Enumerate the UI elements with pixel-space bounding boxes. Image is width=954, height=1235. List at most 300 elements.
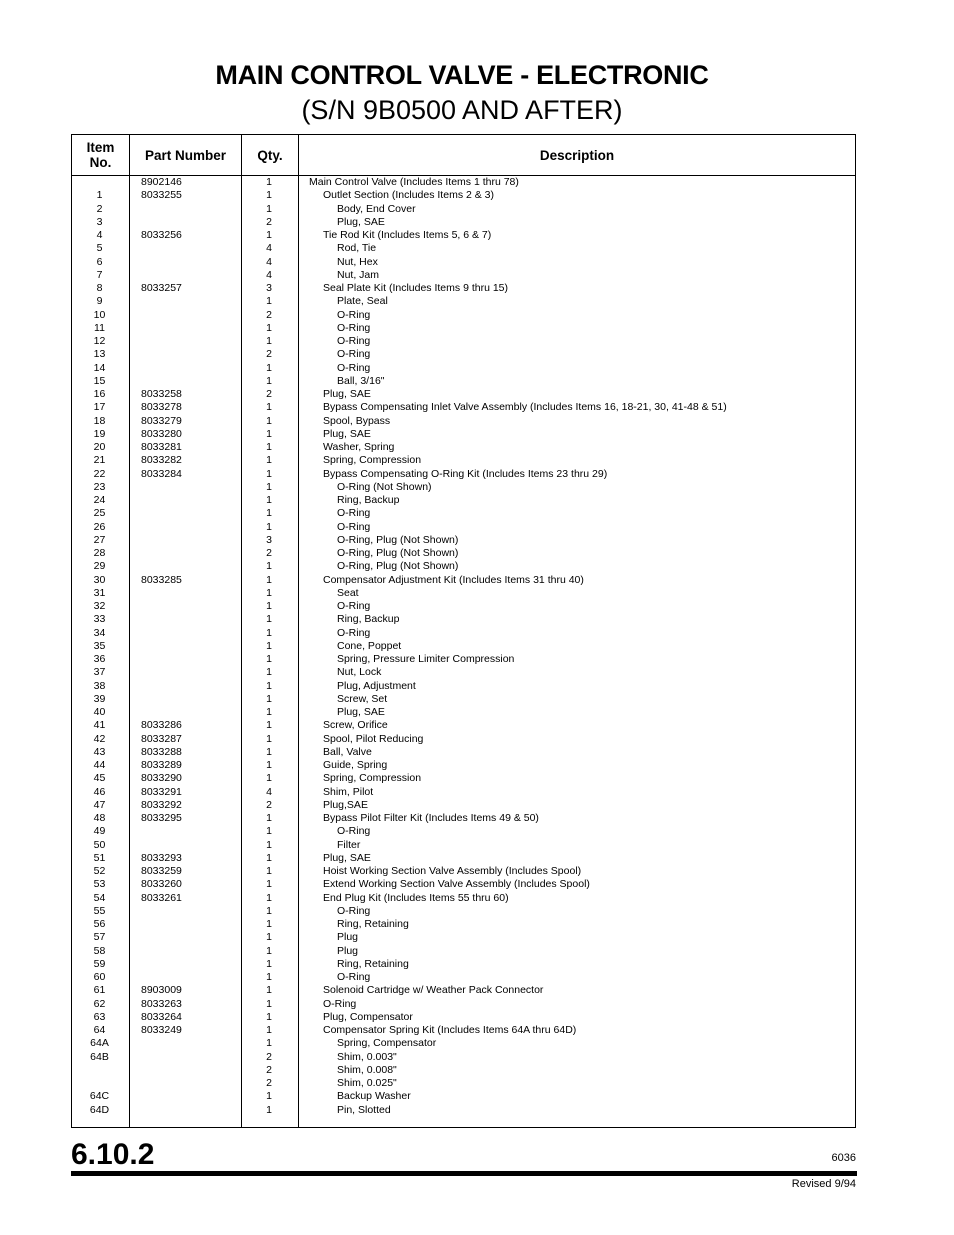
part-number-cell: 8033282 [141,454,182,467]
table-row [71,958,856,971]
table-row [71,454,856,467]
part-number-cell: 8033260 [141,878,182,891]
item-no-cell: 58 [93,944,106,957]
description-cell: O-Ring [337,520,371,533]
description-cell: Bypass Compensating Inlet Valve Assembly (Includes Items 16, 18-21, 30, 41-48 & 51) [323,401,727,414]
part-number-cell: 8033284 [141,467,182,480]
qty-cell: 1 [266,639,272,652]
description-cell: Extend Working Section Valve Assembly (Includes Spool) [323,878,590,891]
page-subtitle: (S/N 9B0500 AND AFTER) [301,95,623,125]
qty-cell: 1 [266,600,272,612]
part-number-cell: 8033290 [141,772,182,785]
description-cell: O-Ring [323,997,357,1010]
description-cell: Shim, 0.025" [337,1077,397,1089]
item-no-cell: 64A [90,1037,109,1050]
table-row [71,759,856,772]
table-row [71,680,856,693]
table-row [71,534,856,547]
table-row [71,945,856,958]
description-cell: O-Ring [337,348,371,361]
description-cell: Compensator Spring Kit (Includes Items 64A thru 64D) [323,1024,577,1036]
part-number-cell: 8033287 [141,732,182,745]
description-cell: Shim, Pilot [323,785,374,798]
description-cell: Plate, Seal [337,295,388,308]
description-cell: Ball, 3/16" [337,374,385,387]
table-row [71,1024,856,1037]
table-row [71,613,856,626]
qty-cell: 2 [266,798,272,811]
qty-cell: 1 [266,1103,272,1116]
item-no-cell: 48 [93,812,106,824]
table-row [71,1051,856,1064]
table-row [71,176,856,189]
item-no-cell: 38 [93,679,106,692]
table-row [71,918,856,931]
description-cell: Rod, Tie [337,242,377,255]
qty-cell: 1 [266,520,272,533]
qty-cell: 1 [266,560,272,573]
description-cell: Nut, Jam [337,268,380,281]
table-row [71,1077,856,1090]
description-cell: Plug [337,944,359,957]
table-row [71,865,856,878]
part-number-cell: 8033249 [141,1024,182,1036]
qty-cell: 1 [266,401,272,414]
item-no-cell: 32 [93,600,106,612]
item-no-cell: 18 [93,414,106,427]
item-no-cell: 61 [93,984,106,997]
qty-cell: 1 [266,957,272,970]
revision-date: Revised 9/94 [791,1178,856,1190]
description-cell: O-Ring, Plug (Not Shown) [337,533,459,546]
qty-cell: 1 [266,878,272,891]
description-cell: Main Control Valve (Includes Items 1 thru 78) [309,176,519,188]
description-cell: Spring, Compensator [337,1037,437,1050]
table-row [71,812,856,825]
item-no-cell: 56 [93,918,106,930]
description-cell: Seal Plate Kit (Includes Items 9 thru 15) [323,282,509,294]
part-number-cell: 8033292 [141,798,182,811]
item-no-cell: 8 [96,282,103,294]
description-cell: Plug, SAE [337,215,385,228]
description-cell: Spool, Bypass [323,414,391,427]
description-cell: Washer, Spring [323,441,395,453]
item-no-cell: 24 [93,494,106,506]
description-cell: Spool, Pilot Reducing [323,732,424,745]
description-cell: Bypass Compensating O-Ring Kit (Includes Items 23 thru 29) [323,467,608,480]
part-number-cell: 8033281 [141,441,182,453]
item-no-cell: 2 [96,202,103,215]
table-row [71,1104,856,1117]
description-cell: Ring, Backup [337,613,400,626]
qty-cell: 1 [266,321,272,334]
qty-cell: 3 [266,282,272,294]
item-no-cell: 10 [93,308,106,321]
table-row [71,1064,856,1077]
qty-cell: 1 [266,971,272,983]
item-no-cell: 64D [89,1103,110,1116]
qty-cell: 1 [266,189,272,202]
header-qty: Qty. [257,147,283,163]
table-row [71,481,856,494]
header-item-no: Item No. [86,140,115,170]
qty-cell: 1 [266,441,272,453]
qty-cell: 1 [266,931,272,944]
table-row [71,984,856,997]
item-no-cell: 64 [93,1024,106,1036]
document-number: 6036 [831,1152,856,1164]
description-cell: Solenoid Cartridge w/ Weather Pack Connector [323,984,544,997]
item-no-cell: 49 [93,825,106,838]
table-row [71,772,856,785]
table-row [71,706,856,719]
item-no-cell: 20 [93,441,106,453]
qty-cell: 1 [266,494,272,506]
qty-cell: 1 [266,202,272,215]
table-row [71,998,856,1011]
description-cell: Filter [337,838,361,851]
table-row [71,733,856,746]
qty-cell: 1 [266,997,272,1010]
qty-cell: 1 [266,812,272,824]
item-no-cell: 51 [93,851,106,864]
description-cell: O-Ring [337,308,371,321]
parts-rows [71,176,856,1117]
table-row [71,640,856,653]
qty-cell: 1 [266,666,272,679]
qty-cell: 1 [266,414,272,427]
qty-cell: 4 [266,785,272,798]
item-no-cell: 55 [93,904,106,917]
item-no-cell: 50 [93,838,106,851]
item-no-cell: 29 [93,560,106,573]
qty-cell: 1 [266,904,272,917]
table-row [71,229,856,242]
qty-cell: 1 [266,454,272,467]
table-row [71,256,856,269]
qty-cell: 2 [266,1050,272,1063]
table-row [71,348,856,361]
item-no-cell: 19 [93,427,106,440]
qty-cell: 2 [266,348,272,361]
table-row [71,507,856,520]
table-row [71,560,856,573]
part-number-cell: 8033286 [141,719,182,732]
description-cell: Spring, Pressure Limiter Compression [337,653,515,665]
qty-cell: 1 [266,613,272,626]
item-no-cell: 26 [93,520,106,533]
table-row [71,1090,856,1103]
description-cell: Screw, Orifice [323,719,388,732]
description-cell: Ring, Retaining [337,918,409,930]
qty-cell: 1 [266,1010,272,1023]
description-cell: O-Ring [337,335,371,347]
table-row [71,335,856,348]
qty-cell: 1 [266,507,272,520]
qty-cell: 1 [266,851,272,864]
description-cell: Ball, Valve [323,745,372,758]
qty-cell: 1 [266,653,272,665]
description-cell: Ring, Backup [337,494,400,506]
item-no-cell: 60 [93,971,106,983]
footer-rule [71,1171,857,1176]
table-row [71,799,856,812]
table-row [71,905,856,918]
item-no-cell: 64C [89,1090,110,1103]
description-cell: Tie Rod Kit (Includes Items 5, 6 & 7) [323,229,492,241]
part-number-cell: 8033255 [141,189,182,202]
table-row [71,189,856,202]
item-no-cell: 6 [96,255,103,268]
item-no-cell: 43 [93,745,106,758]
item-no-cell: 4 [96,229,103,241]
item-no-cell: 13 [93,348,106,361]
qty-cell: 1 [266,706,272,718]
item-no-cell: 54 [93,891,106,904]
description-cell: O-Ring [337,507,371,520]
qty-cell: 1 [266,891,272,904]
part-number-cell: 8033256 [141,229,182,241]
description-cell: Nut, Hex [337,255,378,268]
item-no-cell: 14 [93,361,106,374]
qty-cell: 1 [266,467,272,480]
part-number-cell: 8033291 [141,785,182,798]
description-cell: Backup Washer [337,1090,411,1103]
table-row [71,468,856,481]
table-row [71,693,856,706]
item-no-cell: 11 [94,321,105,334]
table-row [71,282,856,295]
table-row [71,600,856,613]
item-no-cell: 40 [93,706,106,718]
qty-cell: 1 [266,984,272,997]
item-no-cell: 42 [93,732,106,745]
header-part-number: Part Number [144,147,227,163]
item-no-cell: 52 [93,865,106,877]
item-no-cell: 59 [93,957,106,970]
part-number-cell: 8033263 [141,997,182,1010]
table-row [71,1011,856,1024]
qty-cell: 1 [266,732,272,745]
qty-cell: 2 [266,1077,272,1089]
qty-cell: 1 [266,335,272,347]
qty-cell: 1 [266,176,272,188]
description-cell: Nut, Lock [337,666,382,679]
section-number: 6.10.2 [71,1138,155,1171]
description-cell: Plug, SAE [323,851,371,864]
qty-cell: 2 [266,547,272,559]
qty-cell: 1 [266,719,272,732]
table-row [71,931,856,944]
qty-cell: 1 [266,679,272,692]
qty-cell: 1 [266,772,272,785]
description-cell: Plug,SAE [323,798,368,811]
table-row [71,521,856,534]
item-no-cell: 30 [93,573,106,586]
item-no-cell: 27 [93,533,106,546]
description-cell: End Plug Kit (Includes Items 55 thru 60) [323,891,509,904]
description-cell: Ring, Retaining [337,957,409,970]
qty-cell: 1 [266,838,272,851]
qty-cell: 1 [266,692,272,705]
part-number-cell: 8033258 [141,388,182,400]
table-row [71,892,856,905]
qty-cell: 1 [266,229,272,241]
description-cell: Spring, Compression [323,454,422,467]
item-no-cell: 3 [96,215,103,228]
part-number-cell: 8902146 [141,176,182,188]
description-cell: Seat [337,586,359,599]
item-no-cell: 28 [93,547,106,559]
description-cell: O-Ring, Plug (Not Shown) [337,560,459,573]
part-number-cell: 8033285 [141,573,182,586]
description-cell: Plug, SAE [337,706,385,718]
description-cell: O-Ring (Not Shown) [337,480,432,493]
table-row [71,388,856,401]
table-row [71,441,856,454]
description-cell: Plug [337,931,359,944]
item-no-cell: 7 [96,268,103,281]
qty-cell: 1 [266,865,272,877]
table-row [71,574,856,587]
item-no-cell: 1 [96,189,103,202]
item-no-cell: 57 [93,931,106,944]
item-no-cell: 53 [93,878,106,891]
qty-cell: 1 [266,573,272,586]
part-number-cell: 8033288 [141,745,182,758]
part-number-cell: 8033259 [141,865,182,877]
table-row [71,839,856,852]
table-row [71,786,856,799]
description-cell: Spring, Compression [323,772,422,785]
qty-cell: 2 [266,215,272,228]
qty-cell: 1 [266,361,272,374]
description-cell: O-Ring, Plug (Not Shown) [337,547,459,559]
item-no-cell: 23 [93,480,106,493]
item-no-cell: 64B [90,1050,109,1063]
description-cell: Cone, Poppet [337,639,402,652]
qty-cell: 1 [266,1024,272,1036]
qty-cell: 2 [266,1063,272,1076]
item-no-cell: 34 [93,626,106,639]
table-row [71,203,856,216]
description-cell: Body, End Cover [337,202,416,215]
qty-cell: 1 [266,586,272,599]
qty-cell: 2 [266,388,272,400]
item-no-cell: 46 [93,785,106,798]
item-no-cell: 37 [93,666,106,679]
part-number-cell: 8033264 [141,1010,182,1023]
qty-cell: 4 [266,268,272,281]
table-row [71,269,856,282]
table-row [71,547,856,560]
description-cell: O-Ring [337,321,371,334]
item-no-cell: 25 [93,507,106,520]
item-no-cell: 36 [93,653,106,665]
description-cell: Plug, SAE [323,427,371,440]
description-cell: Plug, SAE [323,388,371,400]
description-cell: Shim, 0.003" [337,1050,397,1063]
table-row [71,401,856,414]
qty-cell: 1 [266,825,272,838]
header-description: Description [539,147,615,163]
description-cell: O-Ring [337,361,371,374]
item-no-cell: 45 [93,772,106,785]
table-row [71,494,856,507]
qty-cell: 1 [266,427,272,440]
qty-cell: 1 [266,626,272,639]
table-row [71,746,856,759]
description-cell: Plug, Adjustment [337,679,416,692]
description-cell: Guide, Spring [323,759,388,771]
table-row [71,242,856,255]
item-no-cell: 16 [93,388,106,400]
description-cell: O-Ring [337,904,371,917]
item-no-cell: 22 [93,467,106,480]
qty-cell: 1 [266,1037,272,1050]
qty-cell: 3 [266,533,272,546]
qty-cell: 1 [266,759,272,771]
part-number-cell: 8033289 [141,759,182,771]
table-row [71,653,856,666]
part-number-cell: 8033295 [141,812,182,824]
table-row [71,295,856,308]
description-cell: Compensator Adjustment Kit (Includes Items 31 thru 40) [323,573,584,586]
qty-cell: 2 [266,308,272,321]
item-no-cell: 47 [93,798,106,811]
item-no-cell: 17 [93,401,106,414]
description-cell: Pin, Slotted [337,1103,391,1116]
table-row [71,375,856,388]
description-cell: Screw, Set [337,692,388,705]
part-number-cell: 8033257 [141,282,182,294]
table-row [71,216,856,229]
qty-cell: 1 [266,918,272,930]
item-no-cell: 9 [96,295,103,308]
description-cell: Hoist Working Section Valve Assembly (Includes Spool) [323,865,582,877]
item-no-cell: 21 [93,454,106,467]
description-cell: O-Ring [337,600,371,612]
description-cell: Outlet Section (Includes Items 2 & 3) [323,189,494,202]
page-title: MAIN CONTROL VALVE - ELECTRONIC [215,60,709,90]
item-no-cell: 35 [93,639,106,652]
part-number-cell: 8033280 [141,427,182,440]
table-row [71,627,856,640]
item-no-cell: 44 [93,759,106,771]
table-row [71,719,856,732]
description-cell: O-Ring [337,626,371,639]
qty-cell: 1 [266,374,272,387]
qty-cell: 4 [266,255,272,268]
table-row [71,852,856,865]
qty-cell: 4 [266,242,272,255]
table-row [71,428,856,441]
item-no-cell: 15 [93,374,106,387]
table-row [71,971,856,984]
description-cell: Shim, 0.008" [337,1063,397,1076]
table-row [71,878,856,891]
qty-cell: 1 [266,944,272,957]
description-cell: O-Ring [337,825,371,838]
part-number-cell: 8033278 [141,401,182,414]
part-number-cell: 8033293 [141,851,182,864]
item-no-cell: 12 [93,335,106,347]
qty-cell: 1 [266,295,272,308]
part-number-cell: 8033279 [141,414,182,427]
qty-cell: 1 [266,745,272,758]
item-no-cell: 39 [93,692,106,705]
table-row [71,1037,856,1050]
